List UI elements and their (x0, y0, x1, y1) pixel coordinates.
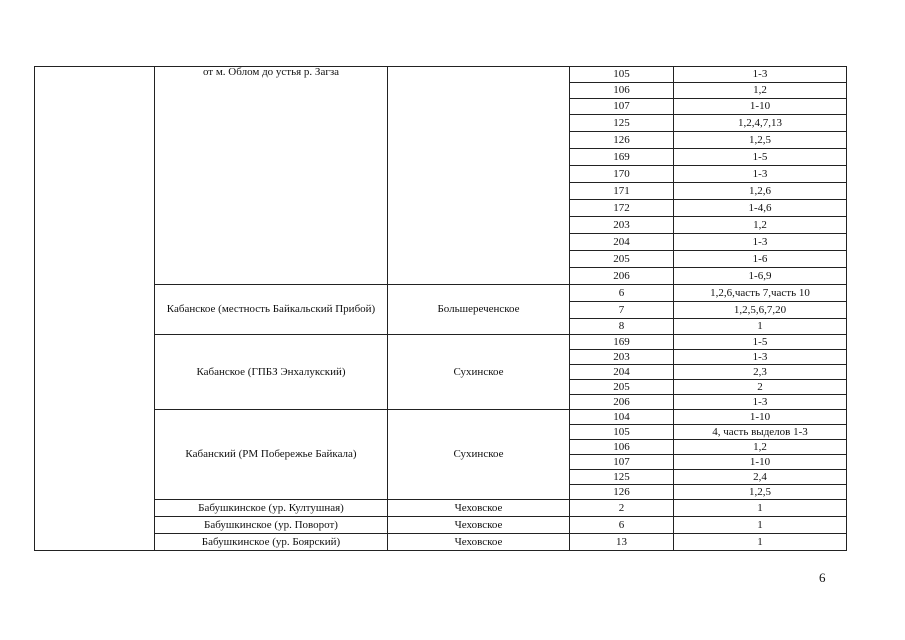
quarter-cell: 8 (570, 319, 674, 335)
plots-cell: 1,2 (674, 83, 847, 99)
plots-cell: 1 (674, 517, 847, 534)
plots-cell: 1-5 (674, 149, 847, 166)
plots-cell: 2 (674, 380, 847, 395)
quarter-cell: 170 (570, 166, 674, 183)
quarter-cell: 6 (570, 285, 674, 302)
quarter-cell: 13 (570, 534, 674, 551)
plots-cell: 1-10 (674, 455, 847, 470)
quarter-cell: 105 (570, 67, 674, 83)
plots-cell: 1-3 (674, 67, 847, 83)
quarter-cell: 203 (570, 350, 674, 365)
quarter-cell: 7 (570, 302, 674, 319)
plots-cell: 1 (674, 319, 847, 335)
table-row (35, 500, 847, 517)
quarter-cell: 205 (570, 251, 674, 268)
forestry-cell: Чеховское (388, 517, 570, 534)
plots-cell: 1,2,6,часть 7,часть 10 (674, 285, 847, 302)
plots-cell: 1-5 (674, 335, 847, 350)
area-cell: Бабушкинское (ур. Поворот) (155, 517, 388, 534)
forestry-cell: Чеховское (388, 500, 570, 517)
area-cell: Бабушкинское (ур. Култушная) (155, 500, 388, 517)
quarter-cell: 6 (570, 517, 674, 534)
plots-cell: 1,2,4,7,13 (674, 115, 847, 132)
area-cell: от м. Облом до устья р. Загза (155, 67, 388, 285)
plots-cell: 1-4,6 (674, 200, 847, 217)
plots-cell: 1 (674, 534, 847, 551)
plots-cell: 1,2,5 (674, 485, 847, 500)
plots-cell: 1-3 (674, 166, 847, 183)
plots-cell: 1,2 (674, 217, 847, 234)
table-row (35, 517, 847, 534)
quarter-cell: 106 (570, 440, 674, 455)
forest-plots-table (34, 66, 847, 551)
quarter-cell: 206 (570, 395, 674, 410)
quarter-cell: 125 (570, 470, 674, 485)
plots-cell: 1,2,6 (674, 183, 847, 200)
quarter-cell: 106 (570, 83, 674, 99)
quarter-cell: 205 (570, 380, 674, 395)
forestry-cell: Большереченское (388, 285, 570, 335)
quarter-cell: 172 (570, 200, 674, 217)
quarter-cell: 204 (570, 365, 674, 380)
quarter-cell: 105 (570, 425, 674, 440)
page-number: 6 (819, 570, 826, 585)
plots-cell: 1-6 (674, 251, 847, 268)
quarter-cell: 125 (570, 115, 674, 132)
plots-cell: 4, часть выделов 1-3 (674, 425, 847, 440)
plots-cell: 1-3 (674, 234, 847, 251)
plots-cell: 1,2,5 (674, 132, 847, 149)
area-cell: Кабанский (РМ Побережье Байкала) (155, 410, 388, 500)
area-cell: Кабанское (ГПБЗ Энхалукский) (155, 335, 388, 410)
table-body (35, 67, 847, 551)
plots-cell: 1,2 (674, 440, 847, 455)
plots-cell: 1,2,5,6,7,20 (674, 302, 847, 319)
quarter-cell: 126 (570, 132, 674, 149)
plots-cell: 1-3 (674, 395, 847, 410)
plots-cell: 1-6,9 (674, 268, 847, 285)
quarter-cell: 107 (570, 455, 674, 470)
area-cell: Бабушкинское (ур. Боярский) (155, 534, 388, 551)
area-cell: Кабанское (местность Байкальский Прибой) (155, 285, 388, 335)
quarter-cell: 206 (570, 268, 674, 285)
quarter-cell: 169 (570, 149, 674, 166)
quarter-cell: 2 (570, 500, 674, 517)
plots-cell: 1-3 (674, 350, 847, 365)
table-row (35, 410, 847, 425)
quarter-cell: 169 (570, 335, 674, 350)
forestry-cell (388, 67, 570, 285)
forestry-cell: Чеховское (388, 534, 570, 551)
forestry-cell: Сухинское (388, 410, 570, 500)
quarter-cell: 171 (570, 183, 674, 200)
quarter-cell: 104 (570, 410, 674, 425)
table-row (35, 285, 847, 302)
first-column-cell (35, 67, 155, 551)
quarter-cell: 107 (570, 99, 674, 115)
plots-cell: 1-10 (674, 99, 847, 115)
plots-cell: 2,3 (674, 365, 847, 380)
quarter-cell: 203 (570, 217, 674, 234)
quarter-cell: 204 (570, 234, 674, 251)
forestry-cell: Сухинское (388, 335, 570, 410)
plots-cell: 2,4 (674, 470, 847, 485)
quarter-cell: 126 (570, 485, 674, 500)
plots-cell: 1-10 (674, 410, 847, 425)
table-row (35, 335, 847, 350)
table-row (35, 534, 847, 551)
table-row (35, 67, 847, 83)
plots-cell: 1 (674, 500, 847, 517)
